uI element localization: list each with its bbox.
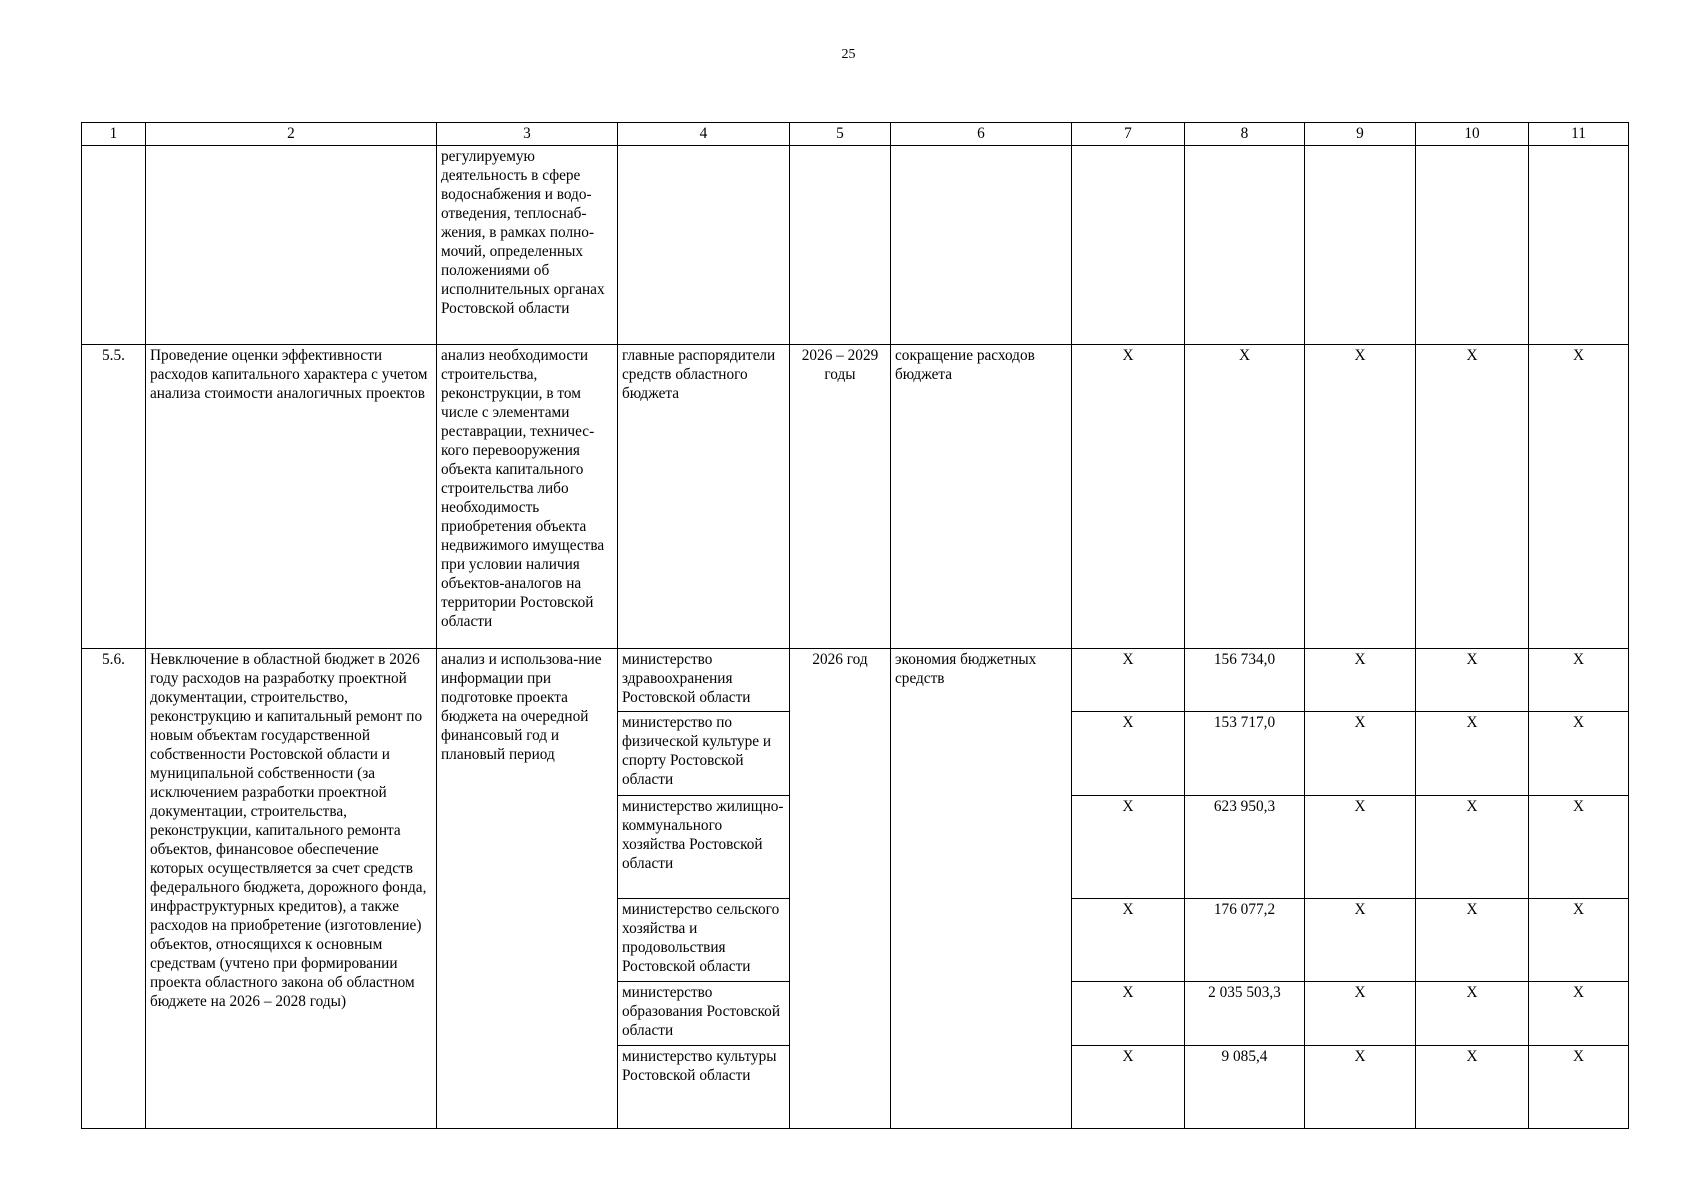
value-cell: X bbox=[1416, 1046, 1529, 1129]
header-cell: 11 bbox=[1529, 123, 1629, 146]
value-cell: X bbox=[1416, 796, 1529, 899]
amount-cell: 153 717,0 bbox=[1185, 712, 1305, 796]
cell-empty bbox=[1416, 146, 1529, 345]
value-cell: X bbox=[1185, 345, 1305, 649]
value-cell: X bbox=[1416, 712, 1529, 796]
value-cell: X bbox=[1072, 649, 1185, 712]
header-cell: 7 bbox=[1072, 123, 1185, 146]
value-cell: X bbox=[1529, 649, 1629, 712]
executor-cell: министерство сельского хозяйства и продовольствия Ростовской области bbox=[618, 899, 790, 982]
value-cell: X bbox=[1529, 899, 1629, 982]
executor-cell: министерство образования Ростовской области bbox=[618, 982, 790, 1046]
cell-empty bbox=[618, 146, 790, 345]
header-cell: 2 bbox=[146, 123, 437, 146]
value-cell: X bbox=[1305, 712, 1416, 796]
row-number: 5.6. bbox=[82, 649, 146, 1129]
value-cell: X bbox=[1305, 899, 1416, 982]
table-row-continuation bbox=[82, 146, 1629, 345]
header-row bbox=[82, 123, 1629, 146]
value-cell: X bbox=[1305, 345, 1416, 649]
header-cell: 3 bbox=[437, 123, 618, 146]
cell-empty bbox=[1305, 146, 1416, 345]
value-cell: X bbox=[1305, 1046, 1416, 1129]
value-cell: X bbox=[1416, 982, 1529, 1046]
measure-name: Проведение оценки эффективности расходов капитального характера с учетом анализа стоимости аналогичных проектов bbox=[146, 345, 437, 649]
value-cell: X bbox=[1529, 345, 1629, 649]
header-cell: 8 bbox=[1185, 123, 1305, 146]
header-cell: 4 bbox=[618, 123, 790, 146]
amount-cell: 9 085,4 bbox=[1185, 1046, 1305, 1129]
value-cell: X bbox=[1529, 982, 1629, 1046]
header-cell: 1 bbox=[82, 123, 146, 146]
header-cell: 10 bbox=[1416, 123, 1529, 146]
cell-empty bbox=[1185, 146, 1305, 345]
effect-cell: сокращение расходов бюджета bbox=[891, 345, 1072, 649]
value-cell: X bbox=[1072, 712, 1185, 796]
value-cell: X bbox=[1072, 796, 1185, 899]
value-cell: X bbox=[1416, 649, 1529, 712]
effect-cell: экономия бюджетных средств bbox=[891, 649, 1072, 1129]
value-cell: X bbox=[1072, 1046, 1185, 1129]
cell-empty bbox=[1072, 146, 1185, 345]
cell-empty bbox=[146, 146, 437, 345]
period-cell: 2026 – 2029 годы bbox=[790, 345, 891, 649]
executor-cell: министерство здравоохранения Ростовской области bbox=[618, 649, 790, 712]
cell-empty bbox=[82, 146, 146, 345]
value-cell: X bbox=[1305, 649, 1416, 712]
value-cell: X bbox=[1072, 982, 1185, 1046]
header-cell: 9 bbox=[1305, 123, 1416, 146]
cell-empty bbox=[1529, 146, 1629, 345]
page-number: 25 bbox=[841, 47, 856, 62]
value-cell: X bbox=[1416, 899, 1529, 982]
amount-cell: 156 734,0 bbox=[1185, 649, 1305, 712]
value-cell: X bbox=[1529, 1046, 1629, 1129]
value-cell: X bbox=[1529, 712, 1629, 796]
value-cell: X bbox=[1529, 796, 1629, 899]
measure-name: Невключение в областной бюджет в 2026 году расходов на разработку проектной документации, строительство, реконструкцию и капитальный ремонт по новым объектам государственной собственности Ростовской области и муниципальной собственности (за исключением разработки проектной документации, строительства, реконструкции, капитального ремонта объектов, финансовое обеспечение которых осуществляется за счет средств федерального бюджета, дорожного фонда, инфраструктурных кредитов), а также расходов на приобретение (изготовление) объектов, относящихся к основным средствам (учтено при формировании проекта областного закона об областном бюджете на 2026 – 2028 годы) bbox=[146, 649, 437, 1129]
amount-cell: 2 035 503,3 bbox=[1185, 982, 1305, 1046]
measures-table bbox=[81, 122, 1629, 1129]
cell-empty bbox=[891, 146, 1072, 345]
cell-empty bbox=[790, 146, 891, 345]
executor-cell: министерство по физической культуре и спорту Ростовской области bbox=[618, 712, 790, 796]
mechanism-cell: регулируемую деятельность в сфере водоснабжения и водо-отведения, теплоснаб-жения, в рамках полно-мочий, определенных положениями об исполнительных органах Ростовской области bbox=[437, 146, 618, 345]
value-cell: X bbox=[1305, 982, 1416, 1046]
executor-cell: министерство культуры Ростовской области bbox=[618, 1046, 790, 1129]
value-cell: X bbox=[1072, 899, 1185, 982]
period-cell: 2026 год bbox=[790, 649, 891, 1129]
row-number: 5.5. bbox=[82, 345, 146, 649]
executor-cell: главные распорядители средств областного бюджета bbox=[618, 345, 790, 649]
table-row-5-6 bbox=[82, 649, 1629, 712]
executor-cell: министерство жилищно-коммунального хозяйства Ростовской области bbox=[618, 796, 790, 899]
mechanism-cell: анализ необходимости строительства, реконструкции, в том числе с элементами реставрации, техничес-кого перевооружения объекта капитального строительства либо необходимость приобретения объекта недвижимого имущества при условии наличия объектов-аналогов на территории Ростовской области bbox=[437, 345, 618, 649]
header-cell: 5 bbox=[790, 123, 891, 146]
amount-cell: 176 077,2 bbox=[1185, 899, 1305, 982]
mechanism-cell: анализ и использова-ние информации при подготовке проекта бюджета на очередной финансовый год и плановый период bbox=[437, 649, 618, 1129]
value-cell: X bbox=[1416, 345, 1529, 649]
header-cell: 6 bbox=[891, 123, 1072, 146]
value-cell: X bbox=[1305, 796, 1416, 899]
value-cell: X bbox=[1072, 345, 1185, 649]
table-row-5-5 bbox=[82, 345, 1629, 649]
amount-cell: 623 950,3 bbox=[1185, 796, 1305, 899]
